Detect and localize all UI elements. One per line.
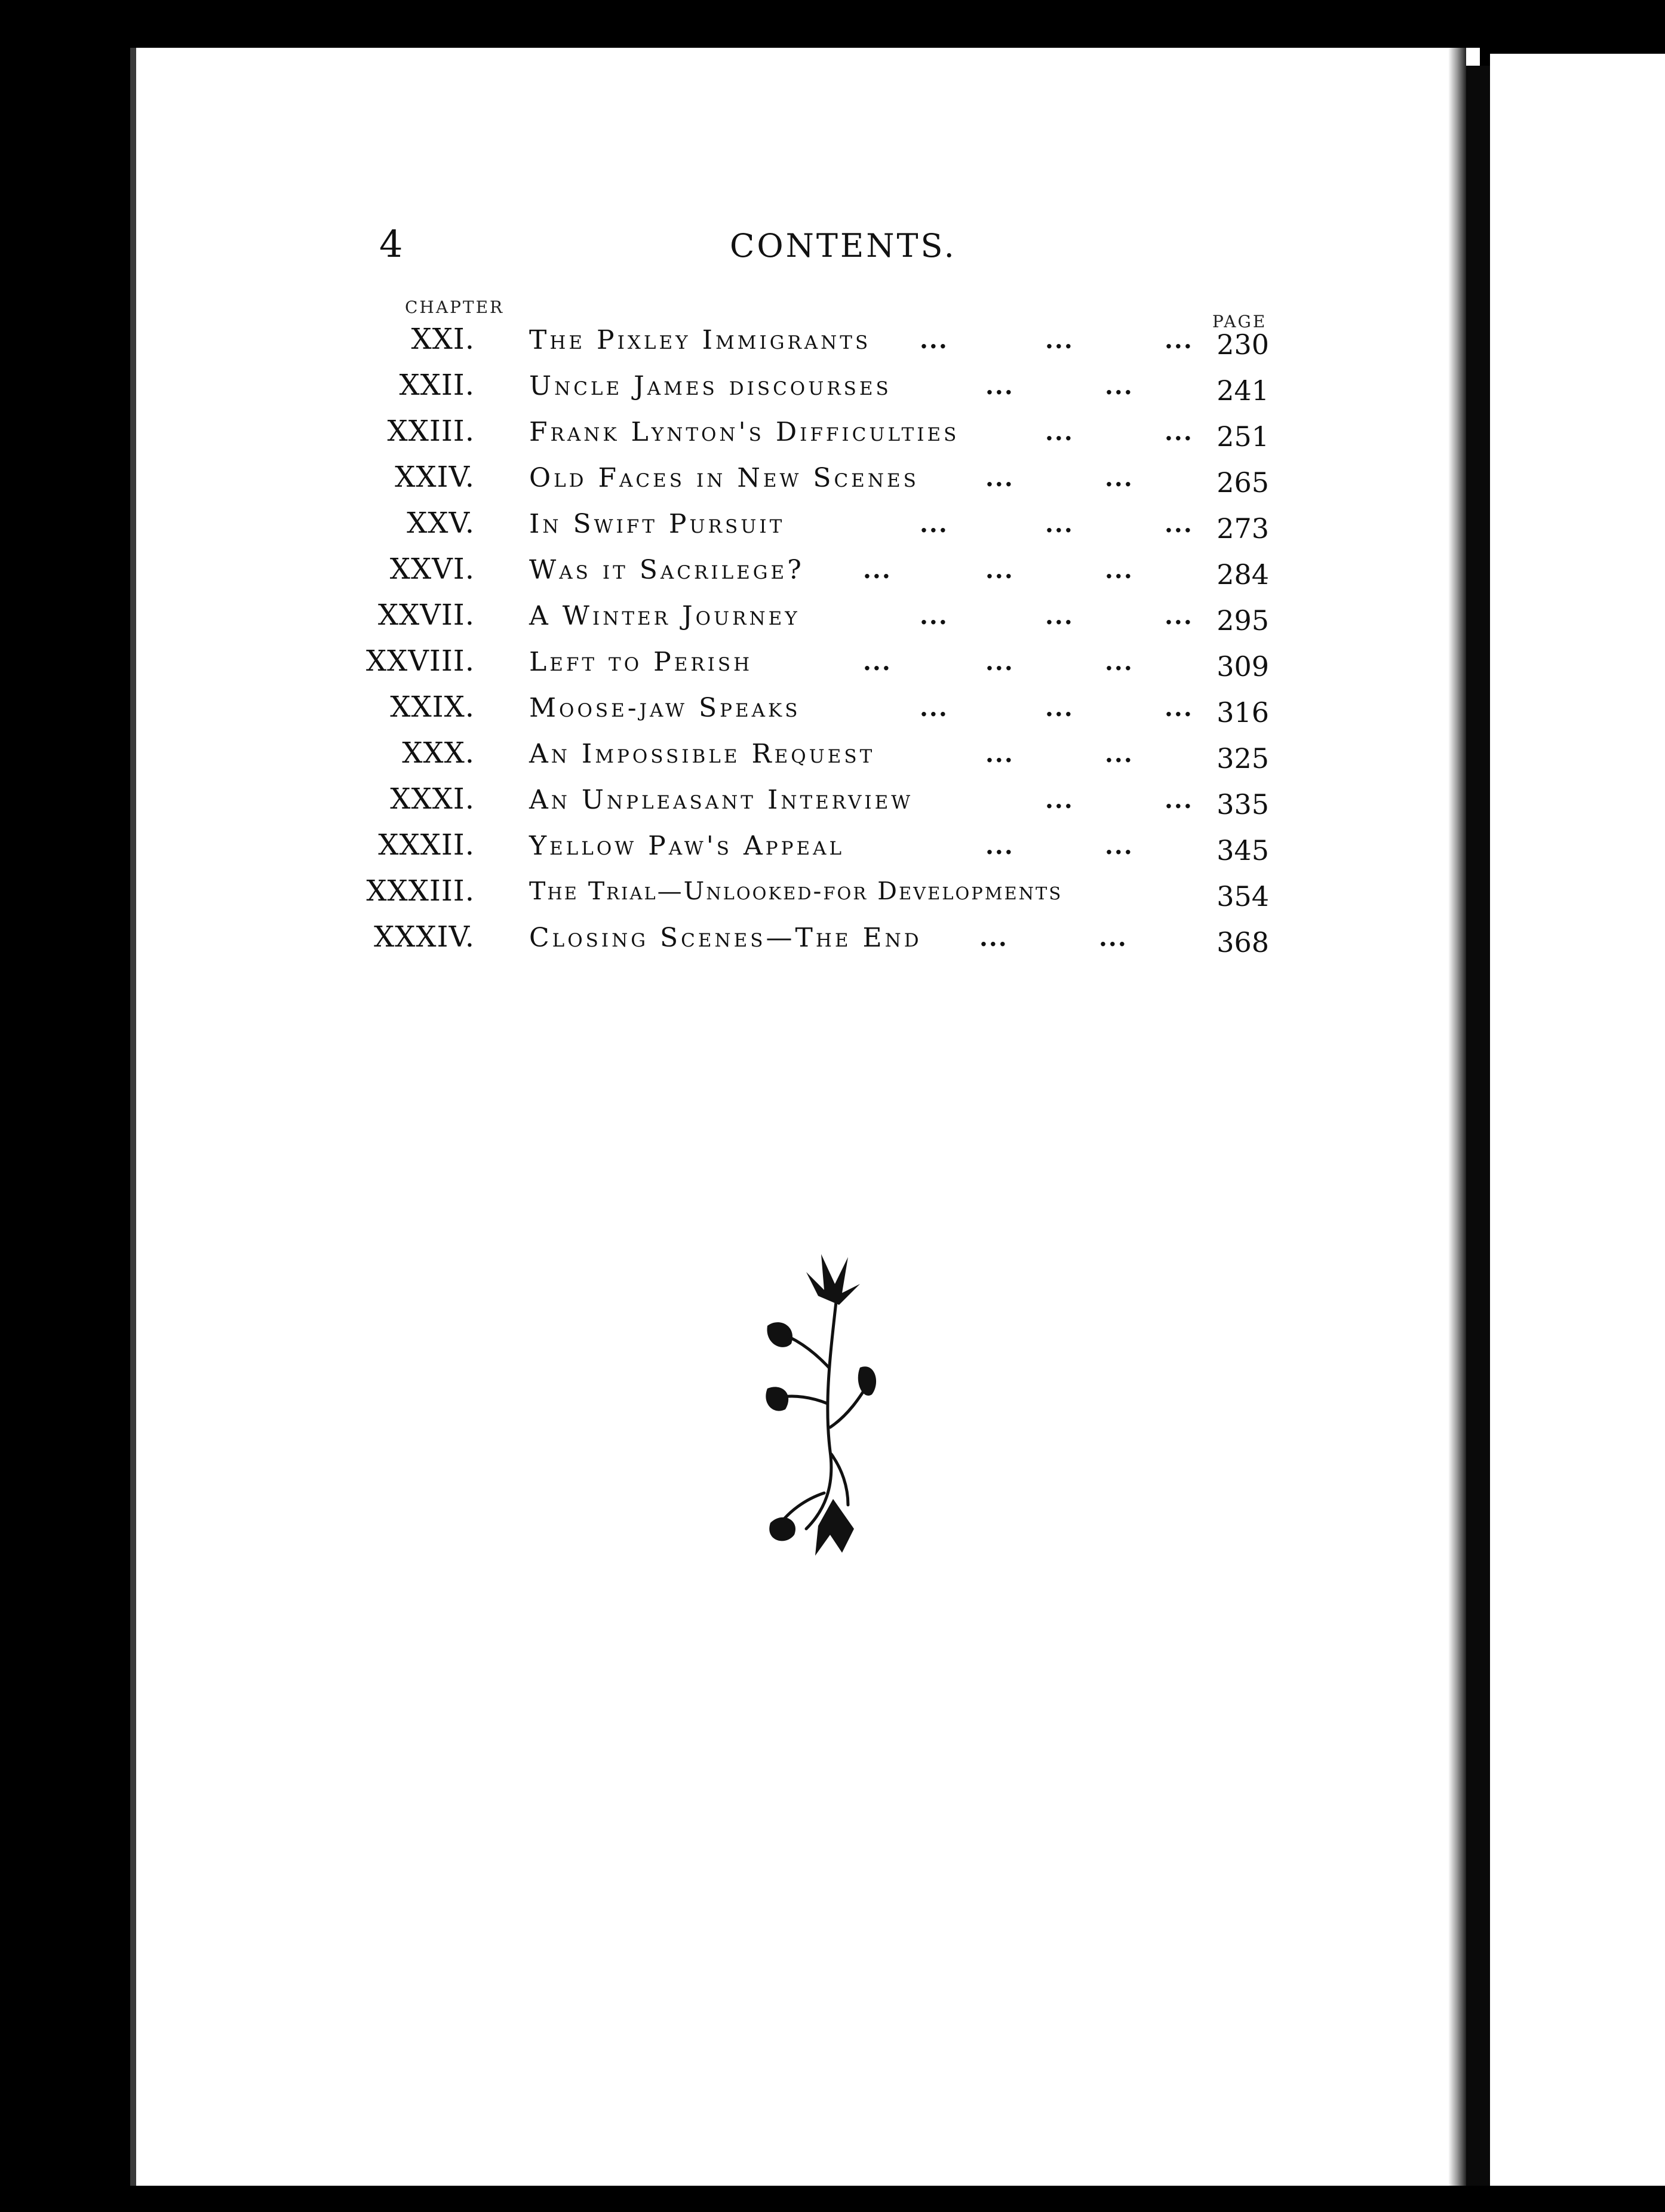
chapter-title: Moose-jaw Speaks [529, 693, 801, 723]
page-ref: 284 [1217, 558, 1269, 591]
chapter-title: Closing Scenes—The End [529, 923, 922, 953]
page-ref: 345 [1217, 834, 1269, 867]
chapter-number: XXXII. [378, 828, 475, 862]
chapter-title: An Impossible Request [529, 739, 875, 769]
book-gutter [1466, 66, 1490, 2186]
floral-ornament-icon [758, 1248, 890, 1559]
dot-leader: ... [1105, 556, 1133, 584]
table-of-contents [358, 322, 1278, 966]
dot-leader: ... [1105, 832, 1133, 860]
gutter-shadow [1448, 48, 1466, 2186]
chapter-title: A Winter Journey [529, 601, 800, 631]
dot-leader: ... [920, 694, 948, 722]
page-ref: 316 [1217, 696, 1269, 729]
toc-entry [358, 506, 1278, 552]
dot-leader: ... [1105, 740, 1133, 768]
chapter-title: The Pixley Immigrants [529, 325, 871, 355]
dot-leader: ... [985, 556, 1014, 584]
toc-entry [358, 644, 1278, 690]
page-column-label: PAGE [1212, 312, 1267, 331]
toc-entry [358, 368, 1278, 414]
scan-border-top [0, 0, 1665, 48]
dot-leader: ... [985, 832, 1014, 860]
chapter-title: The Trial—Unlooked-for Developments [529, 877, 1063, 905]
dot-leader: ... [1165, 510, 1193, 538]
chapter-number: XXXIII. [366, 874, 475, 908]
chapter-number: XXIII. [387, 414, 475, 448]
dot-leader: ... [985, 464, 1014, 492]
chapter-title: In Swift Pursuit [529, 509, 785, 539]
chapter-title: Frank Lynton's Difficulties [529, 417, 960, 447]
page-ref: 230 [1217, 328, 1269, 361]
dot-leader: ... [1045, 602, 1074, 630]
dot-leader: ... [1045, 694, 1074, 722]
chapter-number: XXI. [411, 322, 475, 356]
dot-leader: ... [1105, 464, 1133, 492]
page-number: 4 [379, 222, 403, 266]
chapter-title: Yellow Paw's Appeal [529, 831, 845, 861]
chapter-number: XXXIV. [373, 920, 475, 954]
chapter-title: Was it Sacrilege? [529, 555, 804, 585]
page-title: CONTENTS. [730, 227, 957, 265]
dot-leader: ... [1105, 372, 1133, 400]
page-ref: 265 [1217, 466, 1269, 499]
toc-entry [358, 874, 1278, 920]
page-ref: 241 [1217, 374, 1269, 407]
chapter-title: Left to Perish [529, 647, 753, 677]
toc-entry [358, 598, 1278, 644]
page-ref: 309 [1217, 650, 1269, 683]
toc-entry [358, 322, 1278, 368]
toc-entry [358, 782, 1278, 828]
chapter-number: XXXI. [390, 782, 475, 816]
toc-entry [358, 828, 1278, 874]
chapter-title: Old Faces in New Scenes [529, 463, 919, 493]
dot-leader: ... [1165, 694, 1193, 722]
chapter-number: XXIV. [395, 460, 475, 494]
dot-leader: ... [1165, 602, 1193, 630]
toc-entry [358, 552, 1278, 598]
dot-leader: ... [985, 740, 1014, 768]
chapter-column-label: CHAPTER [405, 297, 505, 317]
dot-leader: ... [920, 326, 948, 354]
dot-leader: ... [920, 510, 948, 538]
chapter-number: XXII. [399, 368, 475, 402]
page-ref: 335 [1217, 788, 1269, 821]
dot-leader: ... [979, 924, 1008, 952]
toc-entry [358, 414, 1278, 460]
chapter-number: XXV. [407, 506, 475, 540]
dot-leader: ... [1105, 648, 1133, 676]
toc-entry [358, 736, 1278, 782]
toc-entry [358, 460, 1278, 506]
page-ref: 295 [1217, 604, 1269, 637]
page-ref: 354 [1217, 880, 1269, 913]
chapter-title: An Unpleasant Interview [529, 785, 914, 815]
chapter-number: XXVIII. [365, 644, 475, 678]
dot-leader: ... [1165, 418, 1193, 446]
toc-entry [358, 920, 1278, 966]
chapter-number: XXX. [402, 736, 475, 770]
page-ref: 325 [1217, 742, 1269, 775]
dot-leader: ... [1165, 326, 1193, 354]
page-ref: 368 [1217, 926, 1269, 958]
dot-leader: ... [863, 556, 892, 584]
page-ref: 251 [1217, 420, 1269, 453]
chapter-number: XXVI. [389, 552, 475, 586]
dot-leader: ... [1045, 510, 1074, 538]
chapter-number: XXVII. [377, 598, 475, 632]
dot-leader: ... [985, 372, 1014, 400]
dot-leader: ... [863, 648, 892, 676]
dot-leader: ... [1045, 786, 1074, 814]
dot-leader: ... [1165, 786, 1193, 814]
dot-leader: ... [1099, 924, 1128, 952]
page-ref: 273 [1217, 512, 1269, 545]
chapter-title: Uncle James discourses [529, 371, 892, 401]
dot-leader: ... [920, 602, 948, 630]
toc-entry [358, 690, 1278, 736]
chapter-number: XXIX. [390, 690, 475, 724]
dot-leader: ... [985, 648, 1014, 676]
dot-leader: ... [1045, 418, 1074, 446]
dot-leader: ... [1045, 326, 1074, 354]
facing-page [1490, 54, 1665, 2186]
